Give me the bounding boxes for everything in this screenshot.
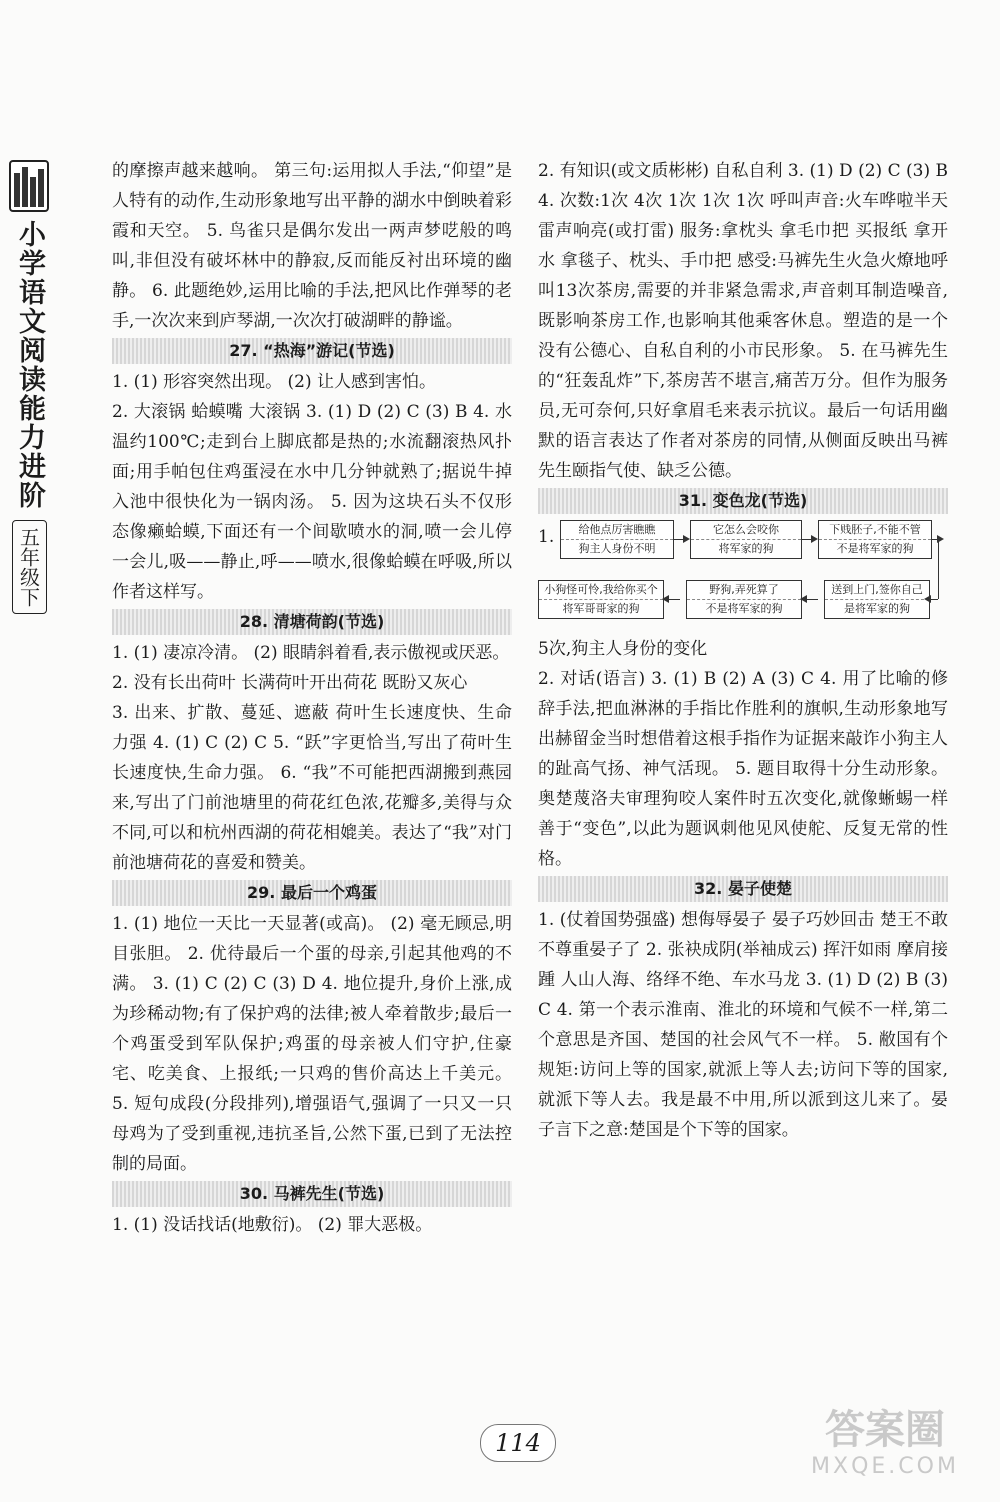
arrow-left [806, 599, 818, 600]
answer-paragraph: 1. (1) 地位一天比一天显著(或高)。 (2) 毫无顾忌,明目张胆。 2. 优待最后一个蛋的母亲,引起其他鸡的不满。 3. (1) C (2) C (3) D 4. 地位提升,身价上涨,成为珍稀动物;有了保护鸡的法律;被人牵着散步;最后一个鸡蛋受到军队保护;鸡蛋的母亲被人们守护,住豪宅、吃美食、上报纸;一只鸡的售价高达上千美元。 5. 短句成段(分段排列),增强语气,强调了一只又一只母鸡为了受到重视,违抗圣旨,公然下蛋,已到了无法控制的局面。 [112, 914, 512, 1174]
box-line: 它怎么会咬你 [691, 521, 801, 540]
section-header-30: 30. 马裤先生(节选) [112, 1181, 512, 1207]
section-header-32: 32. 晏子使楚 [538, 876, 948, 902]
box-line: 将军哥哥家的狗 [562, 602, 640, 615]
section-header-27: 27. “热海”游记(节选) [112, 338, 512, 364]
page-number: 114 [480, 1424, 556, 1462]
watermark-url: MXQE.COM [811, 1454, 959, 1479]
right-column [538, 156, 948, 1145]
flow-diagram [538, 518, 948, 628]
diagram-box [538, 580, 664, 619]
diagram-box [818, 520, 932, 559]
section-header-29: 29. 最后一个鸡蛋 [112, 880, 512, 906]
answer-paragraph: 1. (1) 没话找话(地敷衍)。 (2) 罪大恶极。 [112, 1215, 433, 1235]
answer-paragraph: 1. (1) 形容突然出现。 (2) 让人感到害怕。 [112, 372, 436, 392]
answer-paragraph: 5次,狗主人身份的变化 [538, 639, 708, 659]
diagram-box [686, 580, 802, 619]
sidebar-logo [8, 160, 50, 614]
question-number: 1. [538, 527, 555, 547]
box-line: 给他点厉害瞧瞧 [561, 521, 673, 540]
answer-paragraph: 2. 有知识(或文质彬彬) 自私自利 3. (1) D (2) C (3) B 4. 次数:1次 4次 1次 1次 1次 呼叫声音:火车哗啦半天 雷声响亮(或打雷) 服务:拿枕头 拿毛巾把 买报纸 拿开水 拿毯子、枕头、手巾把 感受:马裤先生火急火燎地呼叫13次茶房,需要的并非紧急需求,声音刺耳制造噪音,既影响茶房工作,也影响其他乘客休息。塑造的是一个没有公德心、自私自利的小市民形象。 5. 在马裤先生的“狂轰乱炸”下,茶房苦不堪言,痛苦万分。但作为服务员,无可奈何,只好拿眉毛来表示抗议。最后一句话用幽默的语言表达了作者对茶房的同情,从侧面反映出马裤先生颐指气使、缺乏公德。 [538, 161, 948, 481]
arrow-left [668, 599, 680, 600]
grade-label: 五年级下 [12, 520, 47, 614]
answer-paragraph: 2. 对话(语言) 3. (1) B (2) A (3) C 4. 用了比喻的修辞手法,把血淋淋的手指比作胜利的旗帜,生动形象地写出赫留金当时想借着这根手指作为证据来敲诈小狗主人的趾高气扬、神气活现。 5. 题目取得十分生动形象。奥楚蔑洛夫审理狗咬人案件时五次变化,就像蜥蜴一样善于“变色”,以此为题讽刺他见风使舵、反复无常的性格。 [538, 669, 948, 869]
box-line: 将军家的狗 [718, 542, 774, 555]
answer-paragraph: 2. 大滚锅 蛤蟆嘴 大滚锅 3. (1) D (2) C (3) B 4. 水温约100℃;走到台上脚底都是热的;水流翻滚热风扑面;用手帕包住鸡蛋浸在水中几分钟就熟了;据说牛掉入池中很快化为一锅肉汤。 5. 因为这块石头不仅形态像癞蛤蟆,下面还有一个间歇喷水的洞,喷一会儿停一会儿,吸——静止,呼——喷水,很像蛤蟆在呼吸,所以作者这样写。 [112, 402, 512, 602]
answer-paragraph: 2. 没有长出荷叶 长满荷叶开出荷花 既盼又灰心 [112, 673, 468, 693]
answer-paragraph: 1. (1) 凄凉冷清。 (2) 眼睛斜着看,表示傲视或厌恶。 [112, 643, 510, 663]
arrow-left [930, 599, 938, 600]
box-line: 狗主人身份不明 [578, 542, 656, 555]
left-column [112, 156, 512, 1240]
answer-paragraph: 的摩擦声越来越响。 第三句:运用拟人手法,“仰望”是人特有的动作,生动形象地写出平静的湖水中倒映着彩霞和天空。 5. 鸟雀只是偶尔发出一两声梦呓般的鸣叫,非但没有破坏林中的静寂,反而能反衬出环境的幽静。 6. 此题绝妙,运用比喻的手法,把风比作弹琴的老手,一次次来到庐琴湖,一次次打破湖畔的静谧。 [112, 161, 512, 331]
answer-paragraph: 1. (仗着国势强盛) 想侮辱晏子 晏子巧妙回击 楚王不敢不尊重晏子了 2. 张袂成阴(举袖成云) 挥汗如雨 摩肩接踵 人山人海、络绎不绝、车水马龙 3. (1) D (2) B (3) C 4. 第一个表示淮南、淮北的环境和气候不一样,第二个意思是齐国、楚国的社会风气不一样。 5. 敝国有个规矩:访问上等的国家,就派上等人去;访问下等的国家,就派下等人去。我是最不中用,所以派到这儿来了。晏子言下之意:楚国是个下等的国家。 [538, 910, 948, 1140]
watermark-logo [800, 1406, 970, 1494]
arrow-right [674, 539, 684, 540]
connector [938, 539, 939, 599]
diagram-box [690, 520, 802, 559]
books-icon [9, 160, 49, 212]
box-line: 野狗,弄死算了 [687, 581, 801, 600]
diagram-box [824, 580, 930, 619]
series-title: 小学语文阅读能力进阶 [14, 220, 45, 510]
box-line: 下贱胚子,不能不管 [819, 521, 931, 540]
watermark-text: 答案圈 [825, 1407, 945, 1453]
diagram-box [560, 520, 674, 559]
arrow-right [802, 539, 812, 540]
box-line: 不是将军家的狗 [705, 602, 783, 615]
box-line: 送到上门,签你自己 [825, 581, 929, 600]
answer-paragraph: 3. 出来、扩散、蔓延、遮蔽 荷叶生长速度快、生命力强 4. (1) C (2) C 5. “跃”字更恰当,写出了荷叶生长速度快,生命力强。 6. “我”不可能把西湖搬到燕园来,写出了门前池塘里的荷花红色浓,花瓣多,美得与众不同,可以和杭州西湖的荷花相媲美。表达了“我”对门前池塘荷花的喜爱和赞美。 [112, 703, 512, 873]
box-line: 不是将军家的狗 [836, 542, 914, 555]
box-line: 小狗怪可怜,我给你买个 [539, 581, 663, 600]
section-header-28: 28. 清塘荷韵(节选) [112, 609, 512, 635]
section-header-31: 31. 变色龙(节选) [538, 488, 948, 514]
box-line: 是将军家的狗 [844, 602, 910, 615]
